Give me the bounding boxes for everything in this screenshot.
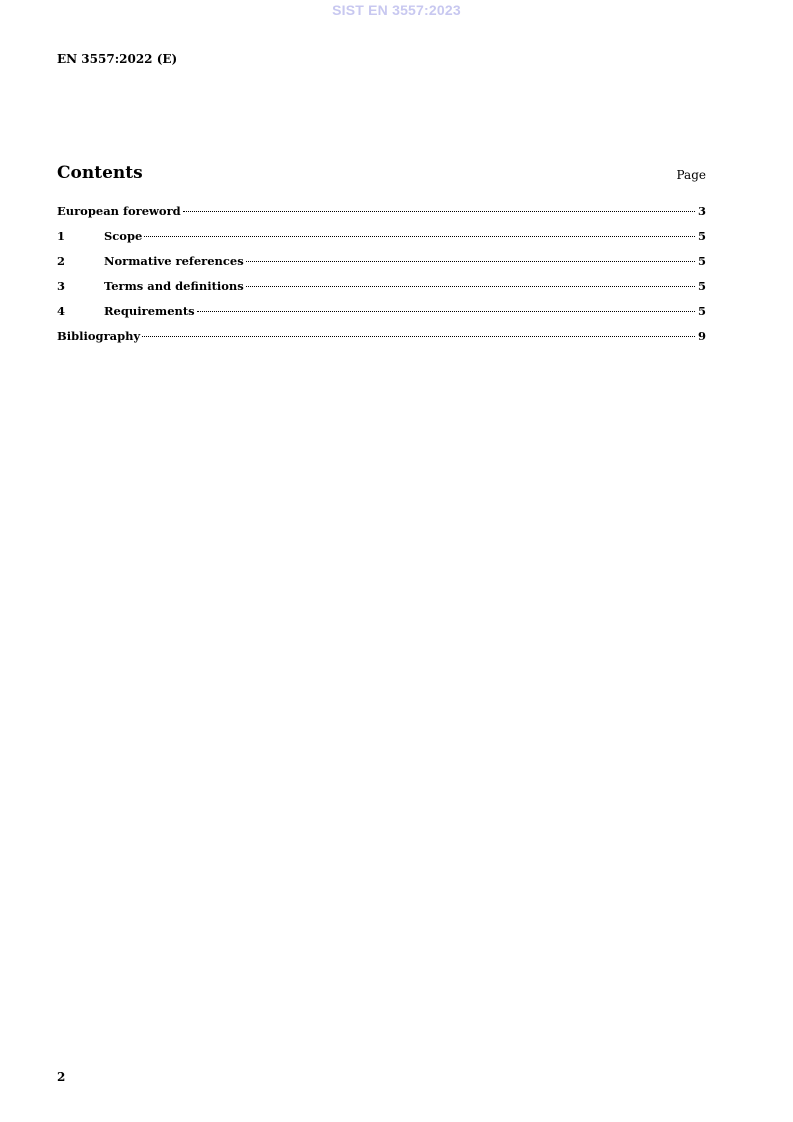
toc-leader-dots [197, 311, 695, 312]
watermark: SIST EN 3557:2023 [332, 2, 461, 18]
toc-entry-european-foreword[interactable] [57, 204, 706, 229]
toc-entry-page: 3 [697, 204, 706, 218]
toc-leader-dots [144, 236, 695, 237]
toc-entry-title: Scope [104, 229, 143, 243]
toc-leader-dots [246, 286, 695, 287]
toc-entry-number: 1 [57, 229, 66, 243]
toc-leader-dots [246, 261, 695, 262]
toc-entry-number: 4 [57, 304, 66, 318]
toc-entry-page: 5 [697, 279, 706, 293]
toc-entry-title: Requirements [104, 304, 195, 318]
toc-entry-bibliography[interactable] [57, 329, 706, 354]
page-column-label: Page [676, 168, 706, 182]
toc-entry-terms-and-definitions[interactable] [57, 279, 706, 304]
toc-entry-title: Normative references [104, 254, 244, 268]
toc-leader-dots [142, 336, 695, 337]
toc-entry-number: 2 [57, 254, 66, 268]
toc-entry-title: European foreword [57, 204, 181, 218]
contents-heading: Contents [57, 163, 143, 183]
toc-entry-page: 5 [697, 229, 706, 243]
page-number: 2 [57, 1070, 66, 1084]
toc-entry-title: Bibliography [57, 329, 141, 343]
toc-entry-title: Terms and definitions [104, 279, 244, 293]
document-id: EN 3557:2022 (E) [57, 52, 178, 66]
toc-leader-dots [183, 211, 695, 212]
toc-entry-page: 5 [697, 304, 706, 318]
toc-entry-number: 3 [57, 279, 66, 293]
table-of-contents [57, 204, 706, 354]
toc-entry-page: 9 [697, 329, 706, 343]
toc-entry-requirements[interactable] [57, 304, 706, 329]
toc-entry-page: 5 [697, 254, 706, 268]
toc-entry-normative-references[interactable] [57, 254, 706, 279]
toc-entry-scope[interactable] [57, 229, 706, 254]
